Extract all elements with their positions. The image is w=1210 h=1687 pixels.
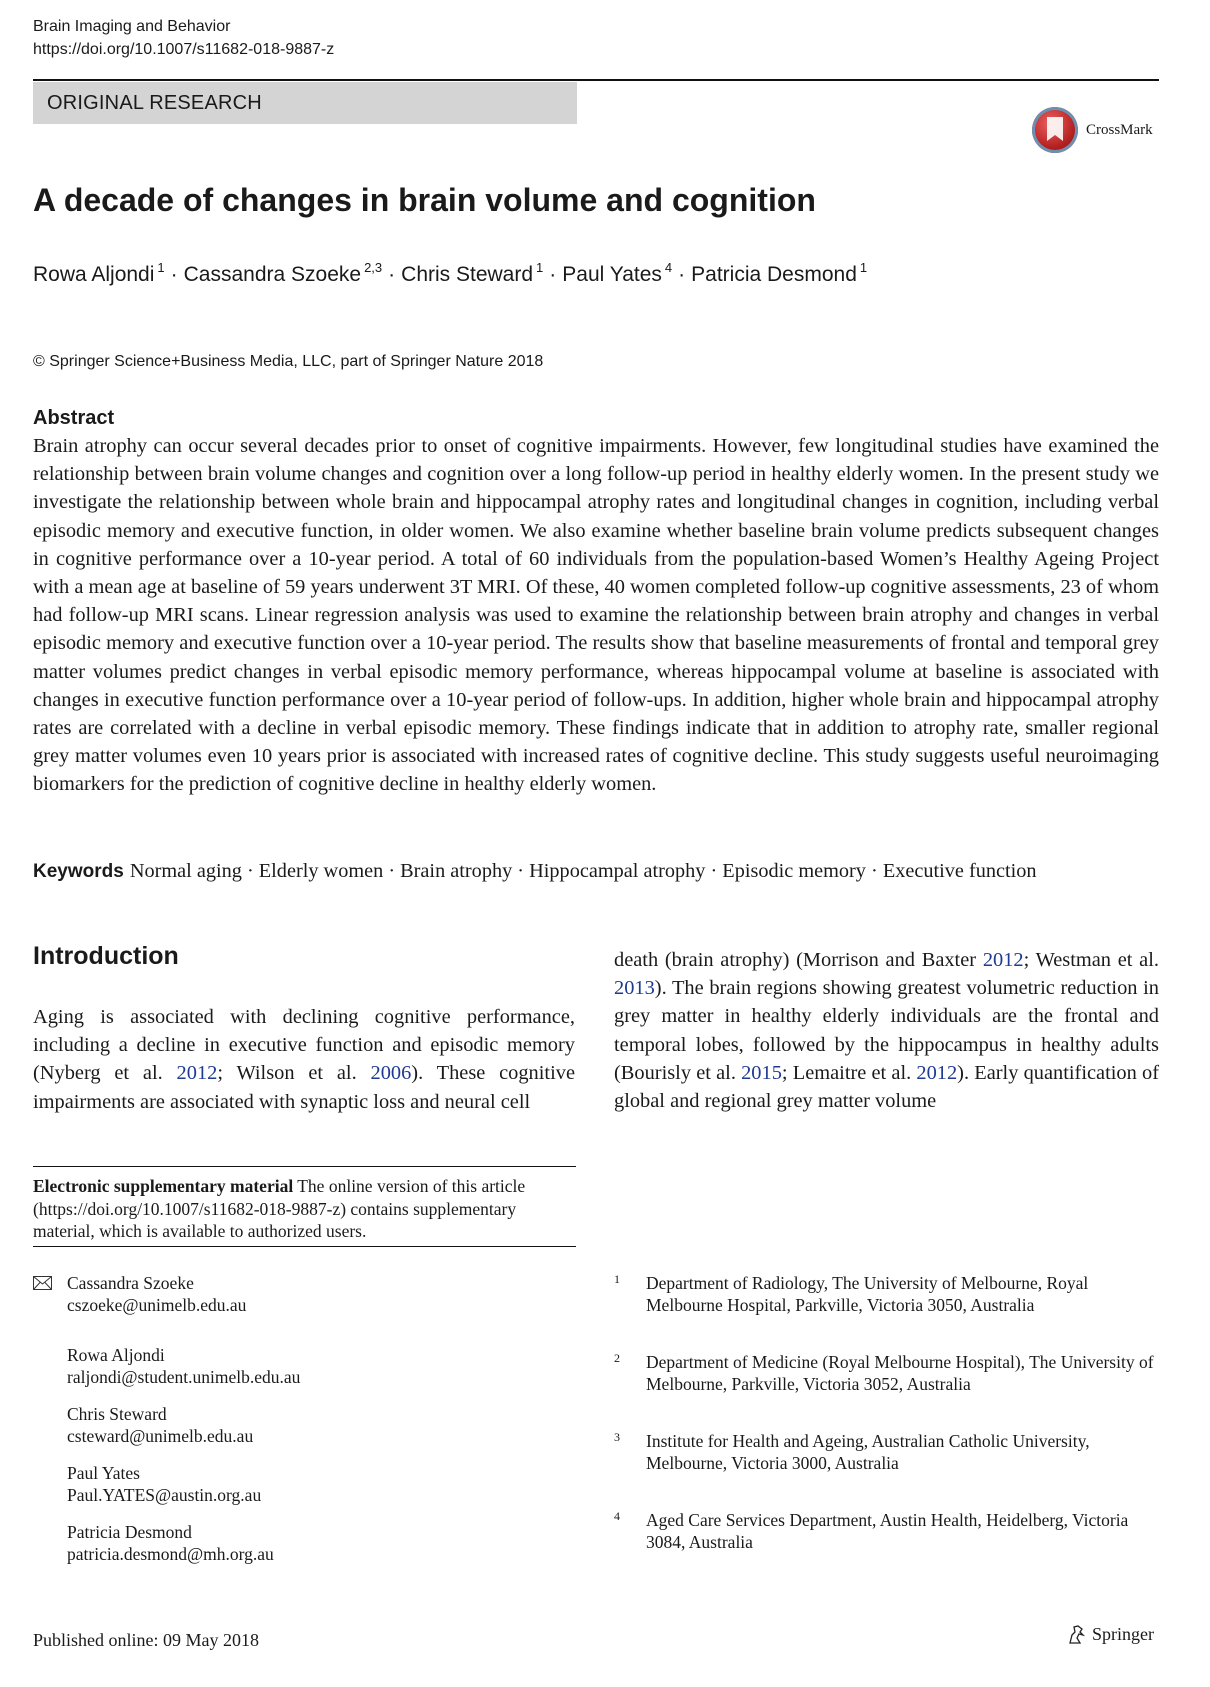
affiliation-text: Department of Radiology, The University of Melbourne, Royal Melbourne Hospital, Parkville, Victoria 3050, Australia: [646, 1273, 1089, 1315]
body-text: ). The brain regions showing greatest volumetric reduction in grey matter in healthy elderly individuals are the frontal and temporal lobes, followed by the hippocampus in healthy adults (Bourisly et al.: [614, 977, 1159, 1084]
author-affiliation-ref: 2,3: [364, 260, 383, 275]
affiliation-number: 1: [614, 1272, 620, 1286]
contact-email[interactable]: raljondi@student.unimelb.edu.au: [67, 1367, 301, 1387]
body-text: death (brain atrophy) (Morrison and Baxter: [614, 949, 983, 971]
contact-email[interactable]: csteward@unimelb.edu.au: [67, 1426, 254, 1446]
supplementary-rule-top: [33, 1166, 576, 1167]
introduction-column-1: [33, 1003, 575, 1116]
abstract-text: Brain atrophy can occur several decades prior to onset of cognitive impairments. However, few longitudinal studies have examined the relationship between brain volume changes and cognition over a long follow-up period in healthy elderly women. In the present study we investigate the relationship between whole brain and hippocampal atrophy rates and longitudinal changes in cognition, including verbal episodic memory and executive function, in older women. We also examine whether baseline brain volume predicts subsequent changes in cognitive performance over a 10-year period. A total of 60 individuals from the population-based Women’s Healthy Ageing Project with a mean age at baseline of 59 years underwent 3T MRI. Of these, 40 women completed follow-up cognitive assessments, 23 of whom had follow-up MRI scans. Linear regression analysis was used to examine the relationship between brain atrophy and changes in verbal episodic memory and executive function over a 10-year period. The results show that baseline measurements of frontal and temporal grey matter volumes predict changes in verbal episodic memory performance, whereas hippocampal volume at baseline is associated with changes in executive function performance over a 10-year period of follow-ups. In addition, higher whole brain and hippocampal atrophy rates are correlated with a decline in verbal episodic memory. These findings indicate that in addition to atrophy rate, smaller regional grey matter volumes even 10 years prior is associated with increased rates of cognitive decline. This study suggests useful neuroimaging biomarkers for the prediction of cognitive decline in healthy elderly women.: [33, 435, 1159, 796]
article-doi-link[interactable]: https://doi.org/10.1007/s11682-018-9887-z: [33, 41, 335, 58]
keywords: [33, 860, 1173, 883]
body-text: ; Wilson et al.: [217, 1062, 371, 1085]
keywords-list: Normal aging · Elderly women · Brain atrophy · Hippocampal atrophy · Episodic memory · Executive function: [129, 860, 1037, 882]
crossmark-badge[interactable]: [1032, 106, 1172, 156]
affiliation-item: [614, 1430, 1159, 1474]
affiliation-number: 2: [614, 1351, 620, 1365]
citation-link[interactable]: 2012: [982, 949, 1024, 971]
citation-link[interactable]: 2012: [916, 1061, 958, 1084]
author-contacts: [33, 1272, 573, 1580]
body-text: ). Early quantification of global and regional grey matter volume: [614, 1061, 1159, 1113]
contact-name: Rowa Aljondi: [67, 1345, 165, 1365]
contact-name: Cassandra Szoeke: [67, 1273, 194, 1293]
author-separator: ·: [170, 263, 178, 286]
contact-email[interactable]: Paul.YATES@austin.org.au: [67, 1485, 262, 1505]
body-text: ; Westman et al.: [1023, 949, 1159, 971]
copyright-notice: © Springer Science+Business Media, LLC, part of Springer Nature 2018: [33, 353, 544, 370]
author-affiliation-ref: 1: [859, 260, 868, 275]
article-title: A decade of changes in brain volume and cognition: [33, 182, 816, 218]
supplementary-note: [33, 1175, 576, 1243]
affiliations: [614, 1272, 1159, 1588]
article-type-banner: [33, 82, 577, 124]
header-rule: [33, 79, 1159, 81]
body-text: ). These cognitive impairments are associated with synaptic loss and neural cell: [33, 1062, 575, 1113]
author-name: Rowa Aljondi: [33, 263, 155, 286]
abstract-heading: Abstract: [33, 407, 115, 429]
contact-email[interactable]: cszoeke@unimelb.edu.au: [67, 1295, 247, 1315]
keywords-label: Keywords: [33, 861, 124, 882]
author-affiliation-ref: 1: [157, 260, 165, 275]
contact-name: Patricia Desmond: [67, 1522, 192, 1542]
published-date: Published online: 09 May 2018: [33, 1630, 259, 1650]
supplementary-text: The online version of this article (https://doi.org/10.1007/s11682-018-9887-z) contains supplementary material, which is available to authorized users.: [33, 1176, 526, 1241]
springer-horse-icon: [1066, 1623, 1088, 1645]
author-list: [33, 260, 867, 287]
contact-email[interactable]: patricia.desmond@mh.org.au: [67, 1544, 274, 1564]
body-text: Aging is associated with declining cognitive performance, including a decline in executive function and episodic memory (Nyberg et al.: [33, 1006, 575, 1085]
body-text: ; Lemaitre et al.: [781, 1061, 917, 1084]
author-contact: [33, 1403, 573, 1447]
author-separator: ·: [388, 263, 396, 286]
citation-link[interactable]: 2012: [176, 1062, 218, 1085]
author-name: Patricia Desmond: [691, 263, 857, 286]
affiliation-text: Aged Care Services Department, Austin Health, Heidelberg, Victoria 3084, Australia: [646, 1510, 1129, 1552]
citation-link[interactable]: 2013: [614, 977, 655, 1000]
author-name: Paul Yates: [562, 263, 662, 286]
introduction-heading: Introduction: [33, 942, 179, 970]
affiliation-text: Institute for Health and Ageing, Australian Catholic University, Melbourne, Victoria 3000, Australia: [646, 1431, 1090, 1473]
author-affiliation-ref: 4: [664, 260, 673, 275]
author-separator: ·: [678, 263, 686, 286]
journal-name: Brain Imaging and Behavior: [33, 18, 231, 35]
crossmark-icon: [1032, 107, 1078, 153]
contact-name: Paul Yates: [67, 1463, 140, 1483]
publisher-logo: [1066, 1620, 1166, 1650]
publisher-name: Springer: [1092, 1624, 1154, 1644]
citation-link[interactable]: 2015: [741, 1061, 782, 1084]
author-contact: [33, 1344, 573, 1388]
contact-name: Chris Steward: [67, 1404, 167, 1424]
affiliation-number: 3: [614, 1430, 620, 1444]
affiliation-text: Department of Medicine (Royal Melbourne Hospital), The University of Melbourne, Parkville, Victoria 3052, Australia: [646, 1352, 1154, 1394]
citation-link[interactable]: 2006: [370, 1062, 412, 1085]
author-contact: [33, 1521, 573, 1565]
supplementary-lead: Electronic supplementary material: [33, 1176, 294, 1196]
author-separator: ·: [549, 263, 557, 286]
author-name: Chris Steward: [401, 263, 534, 286]
author-name: Cassandra Szoeke: [183, 263, 362, 286]
corresponding-author: [33, 1272, 573, 1316]
crossmark-label: CrossMark: [1086, 122, 1153, 138]
envelope-icon: [33, 1276, 52, 1290]
affiliation-item: [614, 1351, 1159, 1395]
supplementary-rule-bottom: [33, 1246, 576, 1247]
affiliation-item: [614, 1509, 1159, 1553]
affiliation-number: 4: [614, 1509, 620, 1523]
affiliation-item: [614, 1272, 1159, 1316]
article-type-label: ORIGINAL RESEARCH: [47, 92, 262, 114]
introduction-column-2: [614, 946, 1159, 1115]
author-affiliation-ref: 1: [536, 260, 544, 275]
author-contact: [33, 1462, 573, 1506]
